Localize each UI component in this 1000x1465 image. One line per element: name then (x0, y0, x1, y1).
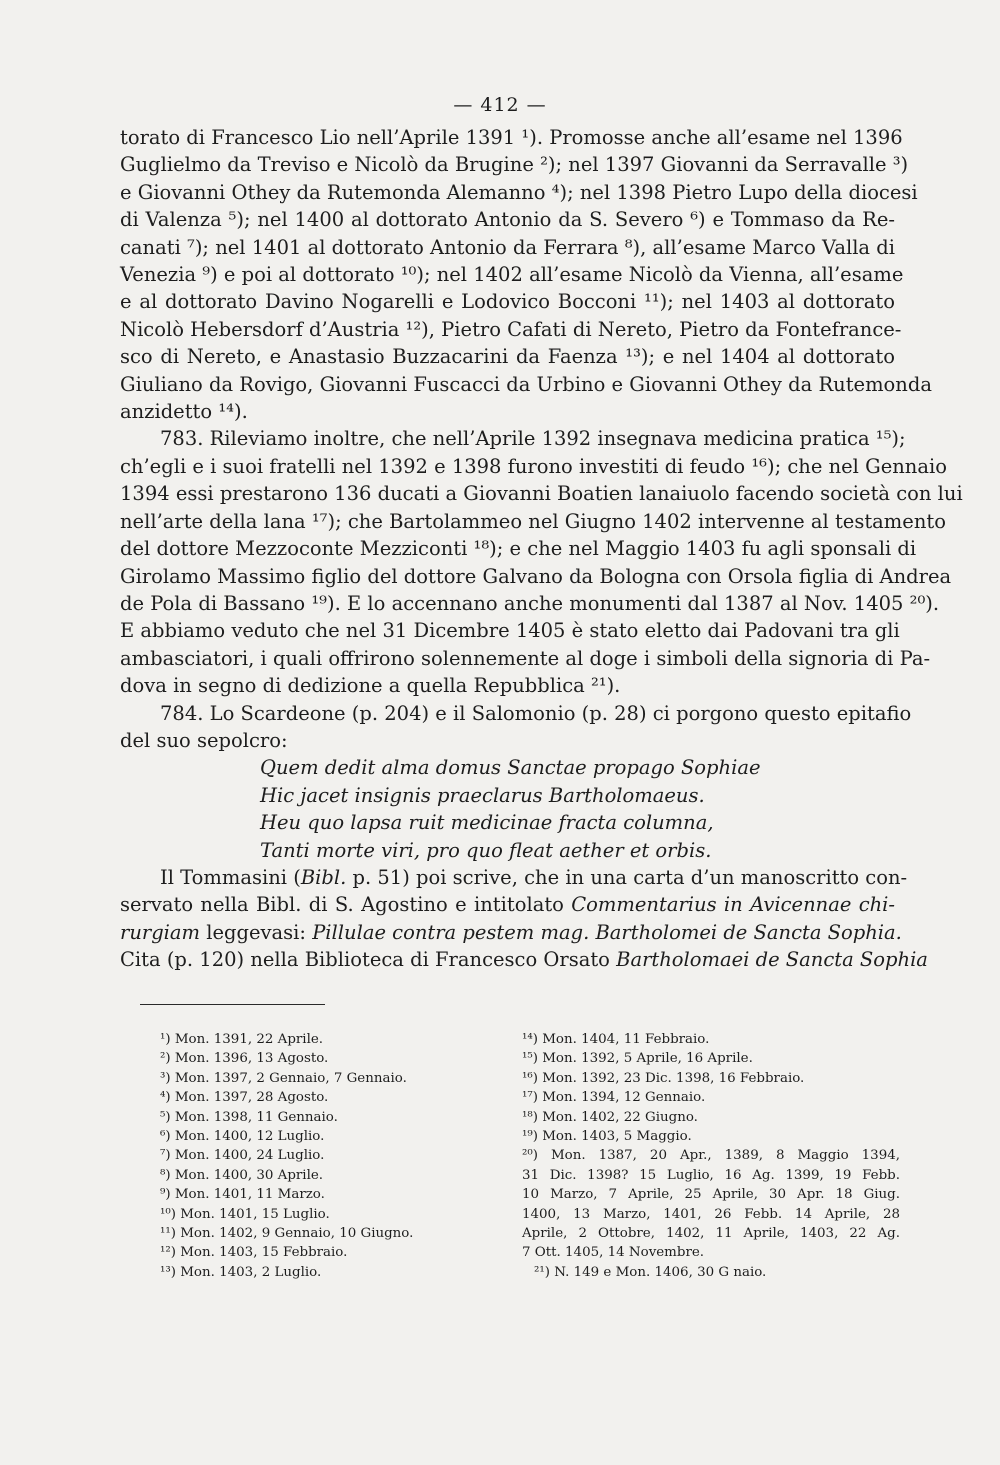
text-line: canati ⁷); nel 1401 al dottorato Antonio da Ferrara ⁸), all’esame Marco Valla di (120, 235, 895, 259)
footnote: ⁴) Mon. 1397, 28 Agosto. (160, 1090, 329, 1106)
footnote: ⁸) Mon. 1400, 30 Aprile. (160, 1167, 324, 1183)
verse-line: Hic jacet insignis praeclarus Bartholomaeus. (260, 783, 705, 807)
text-line: ambasciatori, i quali offrirono solennemente al doge i simboli della signoria di Pa- (120, 646, 931, 670)
italic-title: rurgiam (120, 920, 201, 944)
paragraph-783-start: 783. Rileviamo inoltre, che nell’Aprile 1392 insegnava medicina pratica ¹⁵); (160, 427, 906, 451)
text-line: e al dottorato Davino Nogarelli e Lodovico Bocconi ¹¹); nel 1403 al dottorato (120, 290, 895, 314)
footnote: ¹¹) Mon. 1402, 9 Gennaio, 10 Giugno. (160, 1226, 414, 1242)
paragraph-784-start: 784. Lo Scardeone (p. 204) e il Salomonio (p. 28) ci porgono questo epitafio (160, 701, 912, 725)
footnote: ¹⁵) Mon. 1392, 5 Aprile, 16 Aprile. (522, 1051, 753, 1067)
footnote: ⁵) Mon. 1398, 11 Gennaio. (160, 1109, 338, 1125)
footnote: ¹⁹) Mon. 1403, 5 Maggio. (522, 1129, 692, 1145)
footnote: ¹⁷) Mon. 1394, 12 Gennaio. (522, 1090, 706, 1106)
footnote: ²⁰) Mon. 1387, 20 Apr., 1389, 8 Maggio 1394, (522, 1148, 900, 1164)
text-line: Giuliano da Rovigo, Giovanni Fuscacci da Urbino e Giovanni Othey da Rutemonda (120, 372, 932, 396)
text-line: dova in segno di dedizione a quella Repubblica ²¹). (120, 674, 621, 698)
verse-line: Quem dedit alma domus Sanctae propago Sophiae (260, 756, 761, 780)
footnote-continuation: 10 Marzo, 7 Aprile, 25 Aprile, 30 Apr. 18 Giug. (522, 1187, 900, 1203)
footnotes-left-column (160, 1030, 490, 1282)
footnote-continuation: 7 Ott. 1405, 14 Novembre. (522, 1245, 705, 1261)
page-number: — 412 — (453, 94, 547, 116)
text-line: Il Tommasini (Bibl. p. 51) poi scrive, che in una carta d’un manoscritto con- (160, 865, 908, 889)
text-line: Guglielmo da Treviso e Nicolò da Brugine ²); nel 1397 Giovanni da Serravalle ³) (120, 153, 909, 177)
footnote: ²) Mon. 1396, 13 Agosto. (160, 1051, 329, 1067)
italic-title: Commentarius in Avicennae chi- (571, 893, 896, 917)
text-line: e Giovanni Othey da Rutemonda Alemanno ⁴); nel 1398 Pietro Lupo della diocesi (120, 180, 918, 204)
footnote: ¹²) Mon. 1403, 15 Febbraio. (160, 1245, 348, 1261)
epitaph-verses (120, 754, 895, 864)
footnote: ¹⁰) Mon. 1401, 15 Luglio. (160, 1206, 330, 1222)
text-line: E abbiamo veduto che nel 31 Dicembre 1405 è stato eletto dai Padovani tra gli (120, 619, 900, 643)
footnotes-right-column (522, 1030, 900, 1282)
footnote: ⁹) Mon. 1401, 11 Marzo. (160, 1187, 325, 1203)
text-line: ch’egli e i suoi fratelli nel 1392 e 1398 furono investiti di feudo ¹⁶); che nel Gennaio (120, 454, 947, 478)
footnote: ¹³) Mon. 1403, 2 Luglio. (160, 1264, 322, 1280)
text-line: de Pola di Bassano ¹⁹). E lo accennano anche monumenti dal 1387 al Nov. 1405 ²⁰). (120, 591, 940, 615)
text-line: Cita (p. 120) nella Biblioteca di Francesco Orsato Bartholomaei de Sancta Sophia (120, 948, 928, 972)
footnote: ¹⁴) Mon. 1404, 11 Febbraio. (522, 1032, 710, 1047)
verse-line: Tanti morte viri, pro quo fleat aether et orbis. (260, 838, 712, 862)
text-line: anzidetto ¹⁴). (120, 400, 248, 424)
italic-ref: Bibl. (300, 865, 347, 889)
italic-title: Bartholomaei de Sancta Sophia (616, 948, 928, 972)
footnote: ⁷) Mon. 1400, 24 Luglio. (160, 1148, 325, 1164)
text-line: servato nella Bibl. di S. Agostino e intitolato Commentarius in Avicennae chi- (120, 893, 896, 917)
body-text (120, 124, 963, 974)
text-line: Girolamo Massimo figlio del dottore Galvano da Bologna con Orsola figlia di Andrea (120, 564, 952, 588)
text-line: del suo sepolcro: (120, 728, 288, 752)
footnote: ¹⁶) Mon. 1392, 23 Dic. 1398, 16 Febbraio. (522, 1070, 805, 1086)
text-line: sco di Nereto, e Anastasio Buzzacarini da Faenza ¹³); e nel 1404 al dottorato (120, 345, 895, 369)
footnote: ³) Mon. 1397, 2 Gennaio, 7 Gennaio. (160, 1070, 407, 1086)
footnote: ²¹) N. 149 e Mon. 1406, 30 G naio. (534, 1264, 767, 1280)
text-line: Nicolò Hebersdorf d’Austria ¹²), Pietro Cafati di Nereto, Pietro da Fontefrance- (120, 317, 902, 341)
text-line: di Valenza ⁵); nel 1400 al dottorato Antonio da S. Severo ⁶) e Tommaso da Re- (120, 208, 895, 232)
italic-title: Pillulae contra pestem mag. Bartholomei de Sancta Sophia. (312, 920, 902, 944)
footnote-continuation: 1400, 13 Marzo, 1401, 26 Febb. 14 Aprile, 28 (522, 1206, 900, 1222)
footnote-continuation: Aprile, 2 Ottobre, 1402, 11 Aprile, 1403, 22 Ag. (522, 1226, 900, 1242)
text-line: nell’arte della lana ¹⁷); che Bartolammeo nel Giugno 1402 intervenne al testamento (120, 509, 946, 533)
text-line: rurgiam leggevasi: Pillulae contra pestem mag. Bartholomei de Sancta Sophia. (120, 920, 902, 944)
footnote-continuation: 31 Dic. 1398? 15 Luglio, 16 Ag. 1399, 19 Febb. (522, 1167, 900, 1183)
text-line: Venezia ⁹) e poi al dottorato ¹⁰); nel 1402 all’esame Nicolò da Vienna, all’esame (120, 263, 904, 287)
text-line: del dottore Mezzoconte Mezziconti ¹⁸); e che nel Maggio 1403 fu agli sponsali di (120, 537, 917, 561)
footnote: ¹) Mon. 1391, 22 Aprile. (160, 1032, 324, 1047)
footnote-divider (140, 1004, 325, 1005)
text-line: torato di Francesco Lio nell’Aprile 1391 ¹). Promosse anche all’esame nel 1396 (120, 126, 903, 149)
text-line: 1394 essi prestarono 136 ducati a Giovanni Boatien lanaiuolo facendo società con lui (120, 482, 963, 506)
footnote: ¹⁸) Mon. 1402, 22 Giugno. (522, 1109, 698, 1125)
verse-line: Heu quo lapsa ruit medicinae fracta columna, (260, 811, 714, 835)
footnote: ⁶) Mon. 1400, 12 Luglio. (160, 1129, 325, 1145)
